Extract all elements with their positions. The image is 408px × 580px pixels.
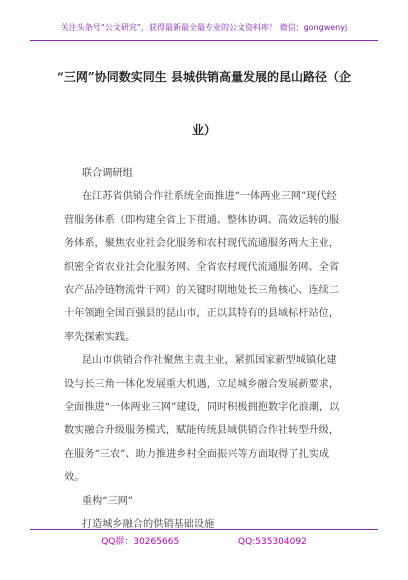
footer-divider bbox=[30, 529, 378, 530]
header-divider bbox=[30, 40, 378, 41]
footer-contact bbox=[24, 534, 384, 547]
document-title-line-1: “三网”协同数实同生 县城供销高量发展的昆山路径（企 bbox=[57, 70, 351, 84]
section-heading: 重构“三网” bbox=[81, 495, 134, 507]
body-paragraph: 昆山市供销合作社聚焦主责主业，紧抓国家新型城镇化建设与长三角一体化发展重大机遇，立足城乡融合发展新要求，全面推进“一体两业三网”建设，同时积极拥抱数字化浪潮，以数实融合升级服务模式，赋能传统县域供销合作社转型升级，在服务“三农”、助力推进乡村全面振兴等方面取得了扎实成效。 bbox=[64, 355, 340, 484]
footer-qq: QQ:535304092 bbox=[238, 537, 307, 547]
section-subheading: 打造城乡融合的供销基础设施 bbox=[81, 519, 215, 531]
body-paragraph: 在江苏省供销合作社系统全面推进“一体两业三网”现代经营服务体系（即构建全省上下贯通、整体协调、高效运转的服务体系，聚焦农业社会化服务和农村现代流通服务两大主业，织密全省农业社会化服务网、全省农村现代流通服务网、全省农产品冷链物流骨干网）的关键时期地处长三角核心、连续二十年领跑全国百强县的昆山市，正以其特有的县域标杆站位，率先探索实践。 bbox=[64, 191, 340, 343]
footer-qq-group: QQ群：30265665 bbox=[101, 537, 180, 547]
document-title-line-2: 业） bbox=[191, 123, 216, 137]
author-line: 联合调研组 bbox=[81, 168, 133, 179]
header-banner: 关注头条号“公文研究”，获得最新最全最专业的公文资料库！ 微信：gongwenyj bbox=[60, 23, 348, 32]
document-body bbox=[64, 162, 346, 537]
